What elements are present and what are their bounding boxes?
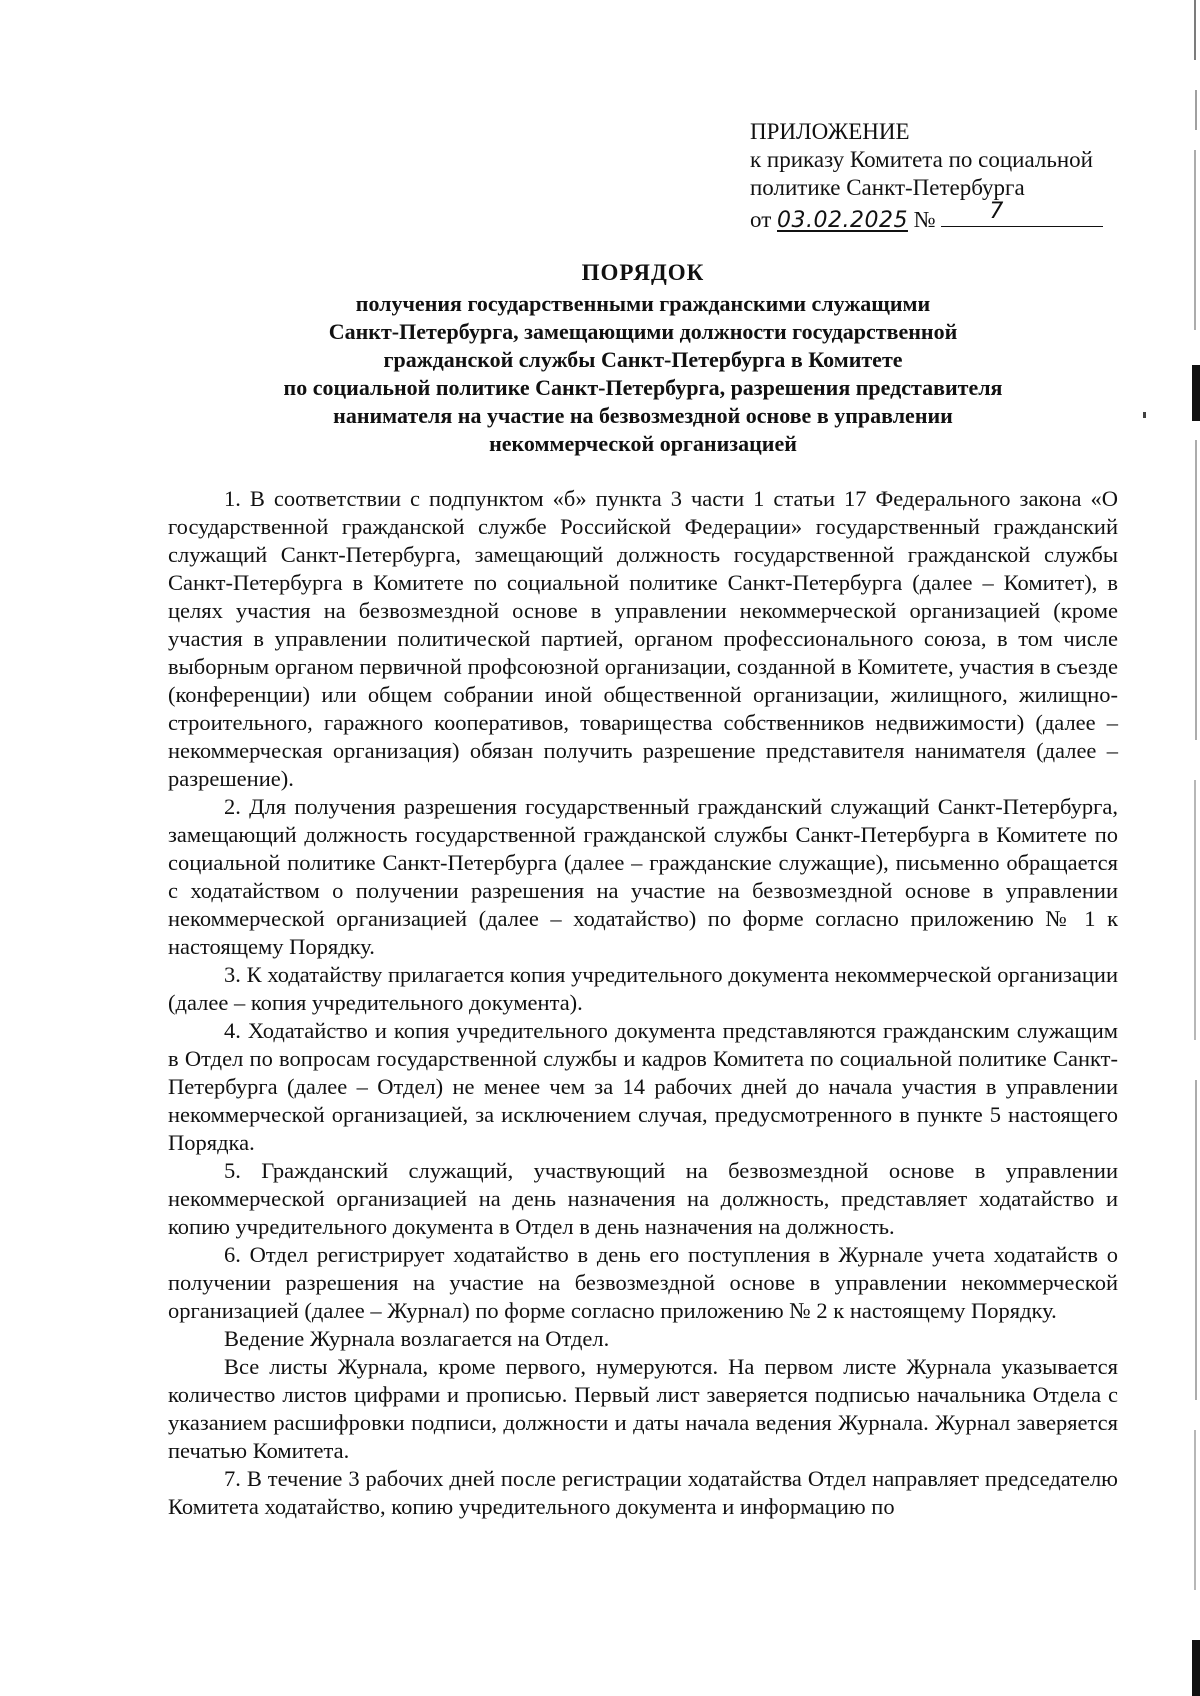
appendix-title: ПРИЛОЖЕНИЕ (750, 119, 910, 144)
scan-edge-artifacts (1192, 0, 1200, 1696)
number-field (941, 199, 1103, 227)
subtitle-line: получения государственными гражданскими служащими (355, 291, 931, 316)
document-subtitle (168, 290, 1118, 458)
scan-speck (1143, 412, 1146, 418)
paragraph-2: 2. Для получения разрешения государственный гражданский служащий Санкт-Петербурга, замещающий должность государственной гражданской службы Санкт-Петербурга в Комитете по социальной политике Санкт-Петербурга (далее – гражданские служащие), письменно обращается с ходатайством о получении разрешения на участие на безвозмездной основе в управлении некоммерческой организацией (далее – ходатайство) по форме согласно приложению № 1 к настоящему Порядку. (168, 794, 1118, 959)
paragraph-1: 1. В соответствии с подпунктом «б» пункта 3 части 1 статьи 17 Федерального закона «О государственной гражданской службе Российской Федерации» государственный гражданский служащий Санкт-Петербурга, замещающий должность государственной гражданской службы Санкт-Петербурга в Комитете по социальной политике Санкт-Петербурга (далее – Комитет), в целях участия на безвозмездной основе в управлении некоммерческой организацией (кроме участия в управлении политической партией, органом профессионального союза, в том числе выборным органом первичной профсоюзной организации, созданной в Комитете, участия в съезде (конференции) или общем собрании иной общественной организации, жилищного, жилищно-строительного, гаражного кооперативов, товарищества собственников недвижимости) (далее – некоммерческая организация) обязан получить разрешение представителя нанимателя (далее – разрешение). (168, 486, 1118, 791)
paragraph-3: 3. К ходатайству прилагается копия учредительного документа некоммерческой организации (далее – копия учредительного документа). (168, 962, 1118, 1015)
from-label: от (750, 207, 772, 232)
document-body (168, 485, 1118, 1521)
subtitle-line: гражданской службы Санкт-Петербурга в Комитете (383, 347, 903, 372)
handwritten-date: 03.02.2025 (777, 208, 908, 233)
appendix-line-1: к приказу Комитета по социальной (750, 147, 1093, 172)
paragraph-5: 5. Гражданский служащий, участвующий на безвозмездной основе в управлении некоммерческой организацией на день назначения на должность, представляет ходатайство и копию учредительного документа в Отдел в день назначения на должность. (168, 1158, 1118, 1239)
subtitle-line: нанимателя на участие на безвозмездной основе в управлении (333, 403, 953, 428)
number-label: № (913, 207, 936, 232)
paragraph-4: 4. Ходатайство и копия учредительного документа представляются гражданским служащим в Отдел по вопросам государственной службы и кадров Комитета по социальной политике Санкт-Петербурга (далее – Отдел) не менее чем за 14 рабочих дней до начала участия в управлении некоммерческой организацией, за исключением случая, предусмотренного в пункте 5 настоящего Порядка. (168, 1018, 1118, 1155)
paragraph-6-journal-note: Ведение Журнала возлагается на Отдел. (224, 1326, 610, 1351)
appendix-line-2: политике Санкт-Петербурга (750, 175, 1025, 200)
title-block (168, 258, 1118, 458)
subtitle-line: по социальной политике Санкт-Петербурга, разрешения представителя (283, 375, 1003, 400)
subtitle-line: некоммерческой организацией (489, 431, 797, 456)
appendix-date-row (750, 199, 1130, 235)
paragraph-6-journal-sheets: Все листы Журнала, кроме первого, нумеруются. На первом листе Журнала указывается количество листов цифрами и прописью. Первый лист заверяется подписью начальника Отдела с указанием расшифровки подписи, должности и даты начала ведения Журнала. Журнал заверяется печатью Комитета. (168, 1354, 1118, 1463)
paragraph-7: 7. В течение 3 рабочих дней после регистрации ходатайства Отдел направляет председателю Комитета ходатайство, копию учредительного документа и информацию по (168, 1466, 1118, 1519)
appendix-block (750, 118, 1130, 235)
subtitle-line: Санкт-Петербурга, замещающими должности государственной (328, 319, 958, 344)
paragraph-6: 6. Отдел регистрирует ходатайство в день его поступления в Журнале учета ходатайств о получении разрешения на участие на безвозмездной основе в управлении некоммерческой организацией (далее – Журнал) по форме согласно приложению № 2 к настоящему Порядку. (168, 1242, 1118, 1323)
document-title: ПОРЯДОК (581, 260, 705, 285)
handwritten-number: 7 (989, 199, 1004, 224)
